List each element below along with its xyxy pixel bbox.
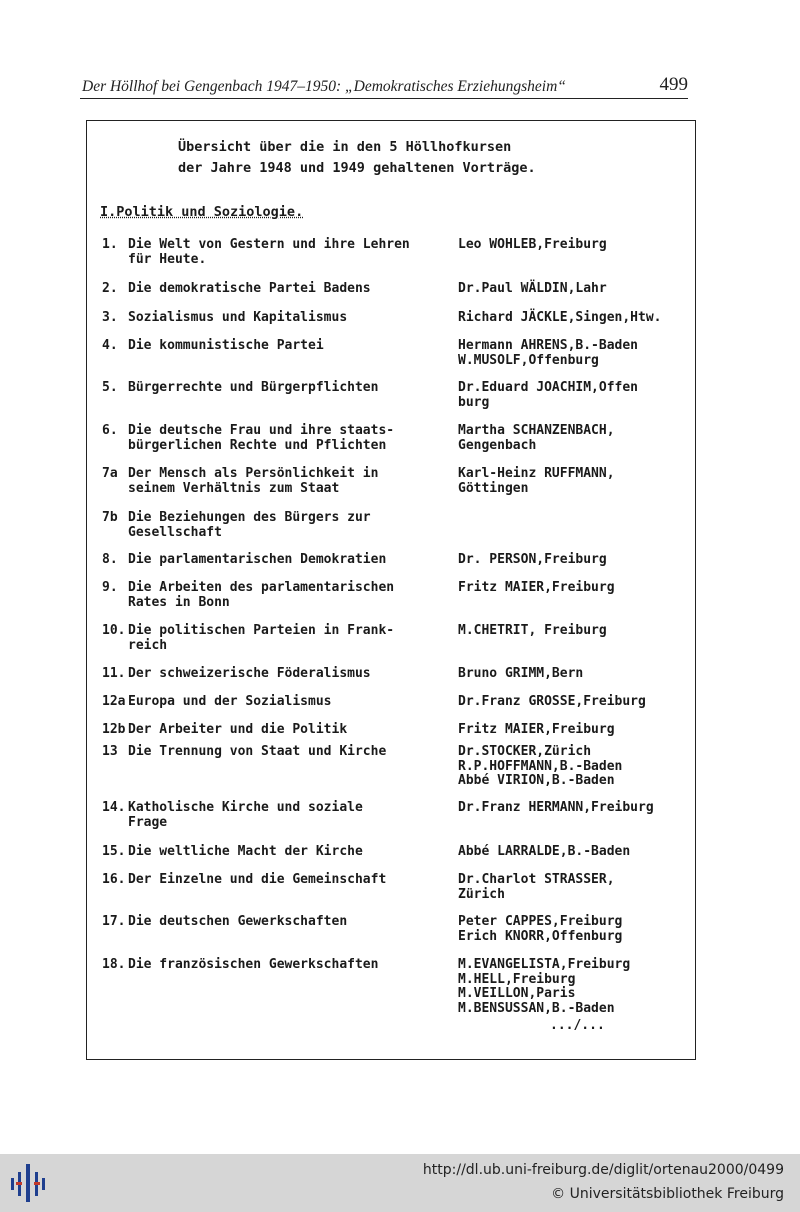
- entry-speaker: Karl-Heinz RUFFMANN, Göttingen: [458, 466, 615, 496]
- entry-topic: Der Einzelne und die Gemeinschaft: [128, 872, 387, 887]
- footer-url-link[interactable]: http://dl.ub.uni-freiburg.de/diglit/ortenau2000/0499: [422, 1162, 784, 1178]
- entry-speaker: Dr.Eduard JOACHIM,Offen burg: [458, 380, 639, 410]
- entry-number: 8.: [102, 552, 118, 567]
- entry-number: 2.: [102, 281, 118, 296]
- entry-number: 11.: [102, 666, 126, 681]
- entry-number: 14.: [102, 800, 126, 815]
- entry-topic: Sozialismus und Kapitalismus: [128, 310, 348, 325]
- entry-speaker: Fritz MAIER,Freiburg: [458, 580, 615, 595]
- document-title: [178, 137, 536, 179]
- entry-topic: Die politischen Parteien in Frank- reich: [128, 623, 395, 653]
- entry-topic: Die deutschen Gewerkschaften: [128, 914, 348, 929]
- entry-speaker: Richard JÄCKLE,Singen,Htw.: [458, 310, 662, 325]
- entry-number: 16.: [102, 872, 126, 887]
- entry-speaker: Fritz MAIER,Freiburg: [458, 722, 615, 737]
- entry-number: 9.: [102, 580, 118, 595]
- entry-speaker: Martha SCHANZENBACH, Gengenbach: [458, 423, 615, 453]
- entry-number: 4.: [102, 338, 118, 353]
- entry-speaker: Dr. PERSON,Freiburg: [458, 552, 607, 567]
- entry-number: 7a: [102, 466, 118, 481]
- entry-topic: Europa und der Sozialismus: [128, 694, 332, 709]
- page-header: [80, 74, 688, 99]
- entry-topic: Die demokratische Partei Badens: [128, 281, 371, 296]
- entry-number: 3.: [102, 310, 118, 325]
- page-number: 499: [659, 74, 688, 95]
- entry-number: 1.: [102, 237, 118, 252]
- entry-speaker: Dr.Franz HERMANN,Freiburg: [458, 800, 654, 815]
- entry-topic: Der schweizerische Föderalismus: [128, 666, 371, 681]
- entry-number: 12b: [102, 722, 126, 737]
- entry-speaker: Dr.STOCKER,Zürich R.P.HOFFMANN,B.-Baden Abbé VIRION,B.-Baden: [458, 744, 623, 788]
- entry-number: 7b: [102, 510, 118, 525]
- entry-topic: Die parlamentarischen Demokratien: [128, 552, 387, 567]
- entry-number: 10.: [102, 623, 126, 638]
- entry-topic: Der Arbeiter und die Politik: [128, 722, 348, 737]
- entry-number: 13: [102, 744, 118, 759]
- document-title-line-1: Übersicht über die in den 5 Höllhofkursen: [178, 139, 512, 155]
- entry-speaker: M.EVANGELISTA,Freiburg M.HELL,Freiburg M.VEILLON,Paris M.BENSUSSAN,B.-Baden: [458, 957, 631, 1016]
- entry-speaker: Peter CAPPES,Freiburg Erich KNORR,Offenburg: [458, 914, 623, 944]
- entry-topic: Die weltliche Macht der Kirche: [128, 844, 363, 859]
- entry-speaker: Hermann AHRENS,B.-Baden W.MUSOLF,Offenburg: [458, 338, 639, 368]
- entry-speaker: Dr.Charlot STRASSER, Zürich: [458, 872, 615, 902]
- document-title-line-2: der Jahre 1948 und 1949 gehaltenen Vorträge.: [178, 160, 536, 176]
- entry-topic: Bürgerrechte und Bürgerpflichten: [128, 380, 379, 395]
- entry-number: 17.: [102, 914, 126, 929]
- entry-speaker: Abbé LARRALDE,B.-Baden: [458, 844, 631, 859]
- entry-number: 5.: [102, 380, 118, 395]
- entry-speaker: Bruno GRIMM,Bern: [458, 666, 584, 681]
- footer-copyright: © Universitätsbibliothek Freiburg: [551, 1186, 784, 1202]
- entry-topic: Die Trennung von Staat und Kirche: [128, 744, 387, 759]
- entry-speaker: Dr.Paul WÄLDIN,Lahr: [458, 281, 607, 296]
- running-title: Der Höllhof bei Gengenbach 1947–1950: „Demokratisches Erziehungsheim“: [82, 78, 566, 95]
- footer-band: [0, 1154, 800, 1212]
- entry-topic: Die kommunistische Partei: [128, 338, 324, 353]
- entry-number: 18.: [102, 957, 126, 972]
- section-heading: I.Politik und Soziologie.: [100, 204, 304, 220]
- entry-topic: Der Mensch als Persönlichkeit in seinem Verhältnis zum Staat: [128, 466, 379, 496]
- entry-topic: Die deutsche Frau und ihre staats- bürgerlichen Rechte und Pflichten: [128, 423, 395, 453]
- entry-speaker: Leo WOHLEB,Freiburg: [458, 237, 607, 252]
- entry-number: 15.: [102, 844, 126, 859]
- entry-topic: Die Welt von Gestern und ihre Lehren für Heute.: [128, 237, 410, 267]
- entry-speaker: M.CHETRIT, Freiburg: [458, 623, 607, 638]
- entry-topic: Die Arbeiten des parlamentarischen Rates in Bonn: [128, 580, 395, 610]
- entry-topic: Die französischen Gewerkschaften: [128, 957, 379, 972]
- continuation-marker: .../...: [550, 1018, 605, 1033]
- entry-number: 12a: [102, 694, 126, 709]
- entry-topic: Die Beziehungen des Bürgers zur Gesellschaft: [128, 510, 371, 540]
- entry-speaker: Dr.Franz GROSSE,Freiburg: [458, 694, 646, 709]
- library-logo-icon: [8, 1162, 52, 1204]
- entry-number: 6.: [102, 423, 118, 438]
- entry-topic: Katholische Kirche und soziale Frage: [128, 800, 363, 830]
